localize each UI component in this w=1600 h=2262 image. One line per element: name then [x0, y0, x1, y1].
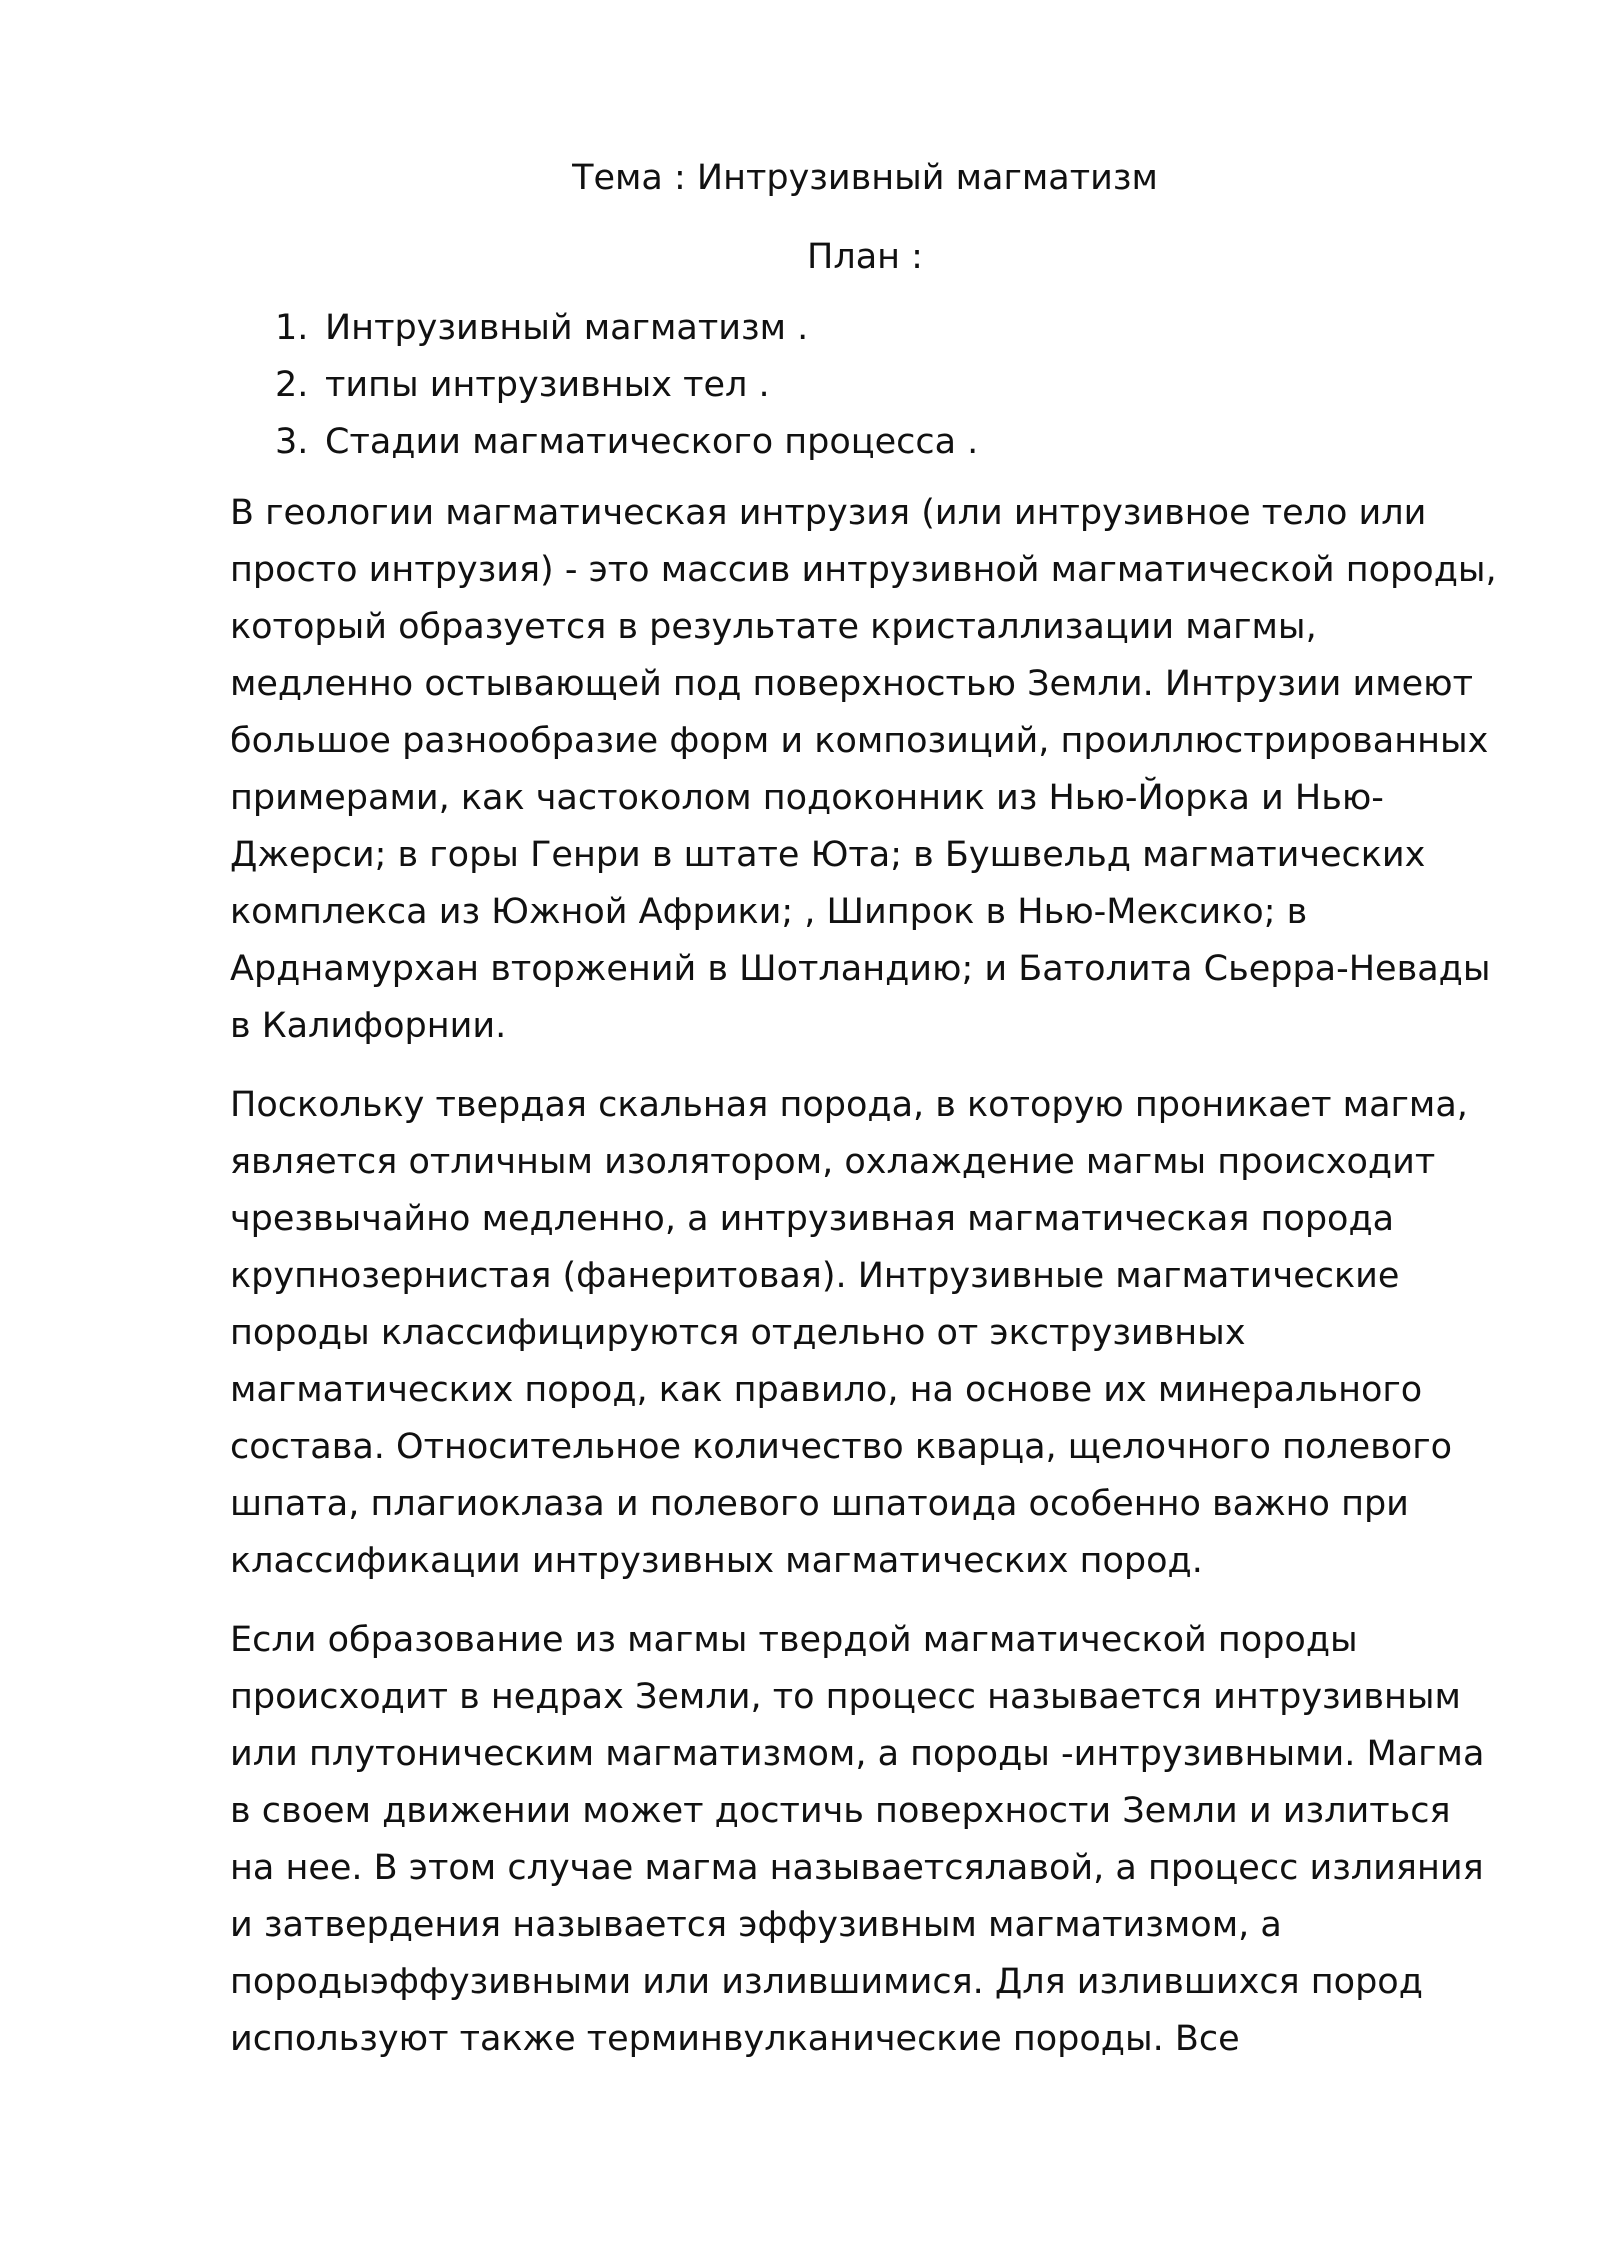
document-body [230, 150, 1500, 2090]
plan-item-number: 2. [275, 365, 309, 405]
document-topic-title: Тема : Интрузивный магматизм [572, 158, 1158, 198]
plan-heading: План : [807, 237, 923, 277]
plan-item-number: 1. [275, 308, 309, 348]
plan-item [230, 414, 1500, 471]
plan-item [230, 357, 1500, 414]
plan-item [230, 300, 1500, 357]
plan-item-text: Стадии магматического процесса . [325, 422, 979, 462]
plan-item-number: 3. [275, 422, 309, 462]
body-paragraph: В геологии магматическая интрузия (или интрузивное тело или просто интрузия) - это массив интрузивной магматической породы, который образуется в результате кристаллизации магмы, медленно остывающей под поверхностью Земли. Интрузии имеют большое разнообразие форм и композиций, проиллюстрированных примерами, как частоколом подоконник из Нью-Йорка и Нью-Джерси; в горы Генри в штате Юта; в Бушвельд магматических комплекса из Южной Африки; , Шипрок в Нью-Мексико; в Арднамурхан вторжений в Шотландию; и Батолита Сьерра-Невады в Калифорнии. [230, 493, 1497, 1046]
plan-item-text: Интрузивный магматизм . [325, 308, 809, 348]
plan-list [230, 300, 1500, 471]
plan-item-text: типы интрузивных тел . [325, 365, 770, 405]
body-paragraph: Если образование из магмы твердой магматической породы происходит в недрах Земли, то процесс называется интрузивным или плутоническим магматизмом, а породы -интрузивными. Магма в своем движении может достичь поверхности Земли и излиться на нее. В этом случае магма называетсялавой, а процесс излияния и затвердения называется эффузивным магматизмом, а породыэффузивными или излившимися. Для излившихся пород используют также терминвулканические породы. Все [230, 1620, 1485, 2059]
body-paragraph: Поскольку твердая скальная порода, в которую проникает магма, является отличным изолятором, охлаждение магмы происходит чрезвычайно медленно, а интрузивная магматическая порода крупнозернистая (фанеритовая). Интрузивные магматические породы классифицируются отдельно от экструзивных магматических пород, как правило, на основе их минерального состава. Относительное количество кварца, щелочного полевого шпата, плагиоклаза и полевого шпатоида особенно важно при классификации интрузивных магматических пород. [230, 1085, 1468, 1581]
